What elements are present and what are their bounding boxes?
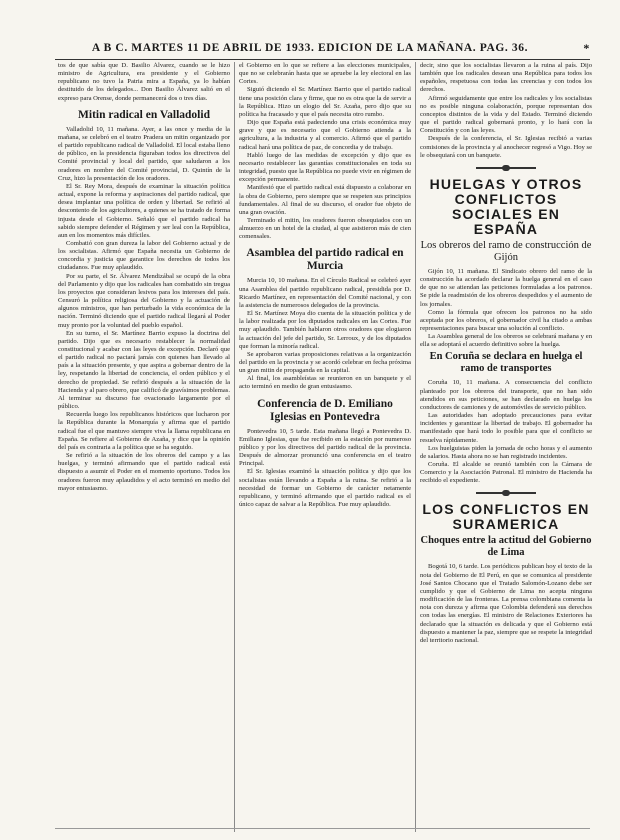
headline-conferencia-pontevedra: Conferencia de D. Emiliano Iglesias en Pontevedra <box>257 397 393 423</box>
column-divider-2 <box>415 62 416 832</box>
article-paragraph: La Asamblea general de los obreros se celebrará mañana y en ella se adoptará el acuerdo definitivo sobre la huelga. <box>420 333 592 349</box>
article-paragraph: Gijón 10, 11 mañana. El Sindicato obrero del ramo de la construcción ha acordado declarar la huelga general en el caso de que no se atiendan las peticiones formuladas a los patronos. Se pide la readmisión de los obreros despedidos y el aumento de los jornales. <box>420 267 592 308</box>
article-paragraph: Afirmó seguidamente que entre los radicales y los socialistas no es posible ninguna colaboración, porque representan dos conceptos distintos de la vida y del Estado. Terminó diciendo que el partido radical gobernará pronto, y lo hará con la Constitución y con las leyes. <box>420 94 592 135</box>
column-1 <box>58 62 230 832</box>
subheadline-gijon: Los obreros del ramo de construcción de Gijón <box>420 239 592 263</box>
article-paragraph: Pontevedra 10, 5 tarde. Esta mañana llegó a Pontevedra D. Emiliano Iglesias, que fue recibido en la estación por numeroso público y por los directivos del partido radical de la provincia. Después de almorzar pronunció una conferencia en el teatro Principal. <box>239 427 411 468</box>
article-paragraph: El Sr. Iglesias examinó la situación política y dijo que los socialistas están llevando a España a la ruina. Se refirió a la necesidad de formar un Gobierno de carácter netamente republicano, y terminó afirmando que el partido radical es el único capaz de salvar a la República. Fue muy aplaudido. <box>239 468 411 509</box>
masthead <box>30 42 590 58</box>
column-3 <box>420 62 592 832</box>
article-paragraph: Por su parte, el Sr. Álvarez Mendizábal se ocupó de la obra del Parlamento y dijo que los radicales han combatido sin tregua los proyectos que consideran lesivos para los intereses del país. Censuró la política religiosa del Gobierno y la actuación de algunos ministros, que han perturbado la vida económica de la nación. Terminó diciendo que el partido radical llegará al Poder muy pronto por la voluntad del pueblo español. <box>58 272 230 329</box>
article-paragraph: El Sr. Martínez Moya dio cuenta de la situación política y de la labor realizada por los diputados radicales en las Cortes. Fue muy aplaudido. También hablaron otros oradores que elogiaron la actuación del jefe del partido, Sr. Lerroux, y de los diputados que forman la minoría radical. <box>239 310 411 350</box>
star-icon: * <box>583 41 590 55</box>
article-paragraph: Se refirió a la situación de los obreros del campo y a las huelgas, y terminó afirmando que el partido radical está dispuesto a asumir el Poder en el momento oportuno. Todos los oradores fueron muy aplaudidos y el acto terminó en medio del mayor entusiasmo. <box>58 452 230 492</box>
ornament-rule-icon <box>476 490 536 496</box>
article-paragraph: Coruña. El alcalde se reunió también con la Cámara de Comercio y la Asociación Patronal. El ministro de Hacienda ha recibido el expediente. <box>420 461 592 485</box>
article-paragraph: Después de la conferencia, el Sr. Iglesias recibió a varias comisiones de la provincia y al anochecer regresó a Vigo. Hoy se le obsequiará con un banquete. <box>420 135 592 159</box>
masthead-text: A B C. MARTES 11 DE ABRIL DE 1933. EDICION DE LA MAÑANA. PAG. 36. <box>91 42 529 54</box>
article-continuation: el Gobierno en lo que se refiere a las elecciones municipales, que no se celebrarán hasta que se apruebe la ley electoral en las Cortes. <box>239 62 411 86</box>
article-paragraph: Habló luego de las medidas de excepción y dijo que es necesario restablecer las garantías constitucionales en toda su integridad, puesto que la República no puede vivir en régimen de excepción permanente. <box>239 151 411 184</box>
article-paragraph: Coruña 10, 11 mañana. A consecuencia del conflicto planteado por los obreros del transporte, que no han sido atendidos en sus peticiones, se han declarado en huelga los conductores de camiones y de automóviles de servicio público. <box>420 379 592 411</box>
page-bottom-rule <box>55 828 590 829</box>
masthead-rule <box>55 59 590 60</box>
article-paragraph: Valladolid 10, 11 mañana. Ayer, a las once y media de la mañana, se celebró en el teatro Pradera un mitin organizado por el partido republicano radical de Valladolid. El local estaba lleno de público, en la presidencia figuraban todos los directivos del Comité provincial y local del partido, que saludaron a los oradores en nombre del Comité provincial, D. Quintín de la Cruz, hizo la presentación de los oradores. <box>58 125 230 182</box>
article-paragraph: Terminado el mitin, los oradores fueron obsequiados con un almuerzo en un hotel de la ciudad, al que asistieron más de cien comensales. <box>239 216 411 241</box>
article-paragraph: Bogotá 10, 6 tarde. Los periódicos publican hoy el texto de la nota del Gobierno de El Perú, en que se comunica al presidente José Santos Chocano que el Tratado Salomón-Lozano debe ser cumplido y que el Gobierno de Lima no acepta ninguna modificación de las fronteras. La prensa colombiana comenta la nota con dureza y afirma que Colombia defenderá sus derechos con todas las energías. El ministro de Relaciones Exteriores ha declarado que la situación es delicada y que el Gobierno está dispuesto a mantener la paz, siempre que se respete la integridad del territorio nacional. <box>420 563 592 644</box>
article-continuation: tos de que sabía que D. Basilio Álvarez, cuando se le hizo ministro de Agricultura, era presidente y el Gobierno republicano no tuvo la Patria mira a España, ya lo habían destituido de los delegados... Don Basilio Álvarez salió en el expreso para Orense, donde permanecerá dos o tres días. <box>58 62 230 102</box>
article-paragraph: Dijo que España está padeciendo una crisis económica muy grave y que es necesario que el Gobierno atienda a la agricultura, a la industria y al comercio. Afirmó que el partido radical hará una política de paz, de concordia y de trabajo. <box>239 119 411 151</box>
article-paragraph: Siguió diciendo el Sr. Martínez Barrio que el partido radical tiene una posición clara y firme, que no es otra que la de servir a la República. Hizo un elogio del Sr. Azaña, pero dijo que su política ha fracasado y que el país necesita otro rumbo. <box>239 86 411 118</box>
headline-asamblea-murcia: Asamblea del partido radical en Murcia <box>246 247 404 273</box>
article-paragraph: Combatió con gran dureza la labor del Gobierno actual y de los socialistas. Afirmó que España necesita un Gobierno de concordia y justicia que garantice los derechos de todos los ciudadanos. Fue muy aplaudido. <box>58 239 230 272</box>
article-paragraph: Los huelguistas piden la jornada de ocho horas y el aumento de salarios. Hasta ahora no se han registrado incidentes. <box>420 444 592 460</box>
headline-mitin-valladolid: Mitin radical en Valladolid <box>78 108 210 121</box>
article-paragraph: Murcia 10, 10 mañana. En el Círculo Radical se celebró ayer una Asamblea del partido republicano radical, presidida por D. Ricardo Martínez, en representación del Comité nacional, y con la asistencia de numerosos delegados de la provincia. <box>239 277 411 309</box>
ornament-rule-icon <box>476 165 536 171</box>
column-divider-1 <box>234 62 235 832</box>
article-paragraph: Como la fórmula que ofrecen los patronos no ha sido aceptada por los obreros, el gobernador civil ha citado a ambas representaciones para buscar una solución al conflicto. <box>420 308 592 332</box>
subheadline-lima: Choques entre la actitud del Gobierno de Lima <box>420 535 592 559</box>
article-paragraph: Recuerda luego los republicanos históricos que lucharon por la República durante la Monarquía y afirma que el partido radical fue el que mantuvo siempre viva la llama republicana en España. Se refiere al Gobierno de Azaña, y dice que la opinión del país es contraria a la política que se ha seguido. <box>58 411 230 451</box>
article-paragraph: En su turno, el Sr. Martínez Barrio expuso la doctrina del partido. Dijo que es necesario restablecer la normalidad constitucional y acabar con las leyes de excepción. Declaró que el partido radical no pactará jamás con quienes han llevado al país a la situación presente, y que aspira a gobernar dentro de la ley, respetando la libertad de conciencia, el orden público y el derecho de propiedad. Se refirió después a la situación de la Hacienda y al paro obrero, que calificó de gravísimos problemas. Al terminar su discurso fue ovacionado largamente por el público. <box>58 329 230 411</box>
article-paragraph: Se aprobaron varias proposiciones relativas a la organización del partido en la provincia y se acordó celebrar en fecha próxima un gran mitin de propaganda en la capital. <box>239 350 411 375</box>
article-continuation: decir, sino que los socialistas llevaron a la ruina al país. Dijo también que los radicales desean una República para todos los españoles, respetuosa con todas las creencias y con todos los derechos. <box>420 62 592 94</box>
article-paragraph: Al final, los asambleístas se reunieron en un banquete y el acto terminó en medio de gran entusiasmo. <box>239 375 411 391</box>
headline-suramerica: LOS CONFLICTOS EN SURAMERICA <box>422 501 590 533</box>
article-paragraph: El Sr. Rey Mora, después de examinar la situación política actual, expone la reforma y aspiraciones del partido radical, que desea implantar una política de orden y libertad. Se refirió al descontento de los agricultores, a quienes se ha tratado de forma injusta desde el Gobierno. Señaló que el partido radical ha sabido siempre defender el Régimen y ser leal con la República, aun en los momentos más difíciles. <box>58 182 230 239</box>
subheadline-coruna: En Coruña se declara en huelga el ramo de transportes <box>429 351 583 375</box>
article-paragraph: Manifestó que el partido radical está dispuesto a colaborar en la obra de Gobierno, pero siempre que se respeten sus principios fundamentales. Al final de su discurso, el orador fue objeto de una gran ovación. <box>239 184 411 216</box>
article-paragraph: Las autoridades han adoptado precauciones para evitar incidentes y garantizar la libertad de trabajo. El gobernador ha manifestado que hará todo lo posible para que el conflicto se resuelva rápidamente. <box>420 412 592 444</box>
headline-huelgas: HUELGAS Y OTROS CONFLICTOS SOCIALES EN ESPAÑA <box>429 175 583 237</box>
column-2 <box>239 62 411 832</box>
